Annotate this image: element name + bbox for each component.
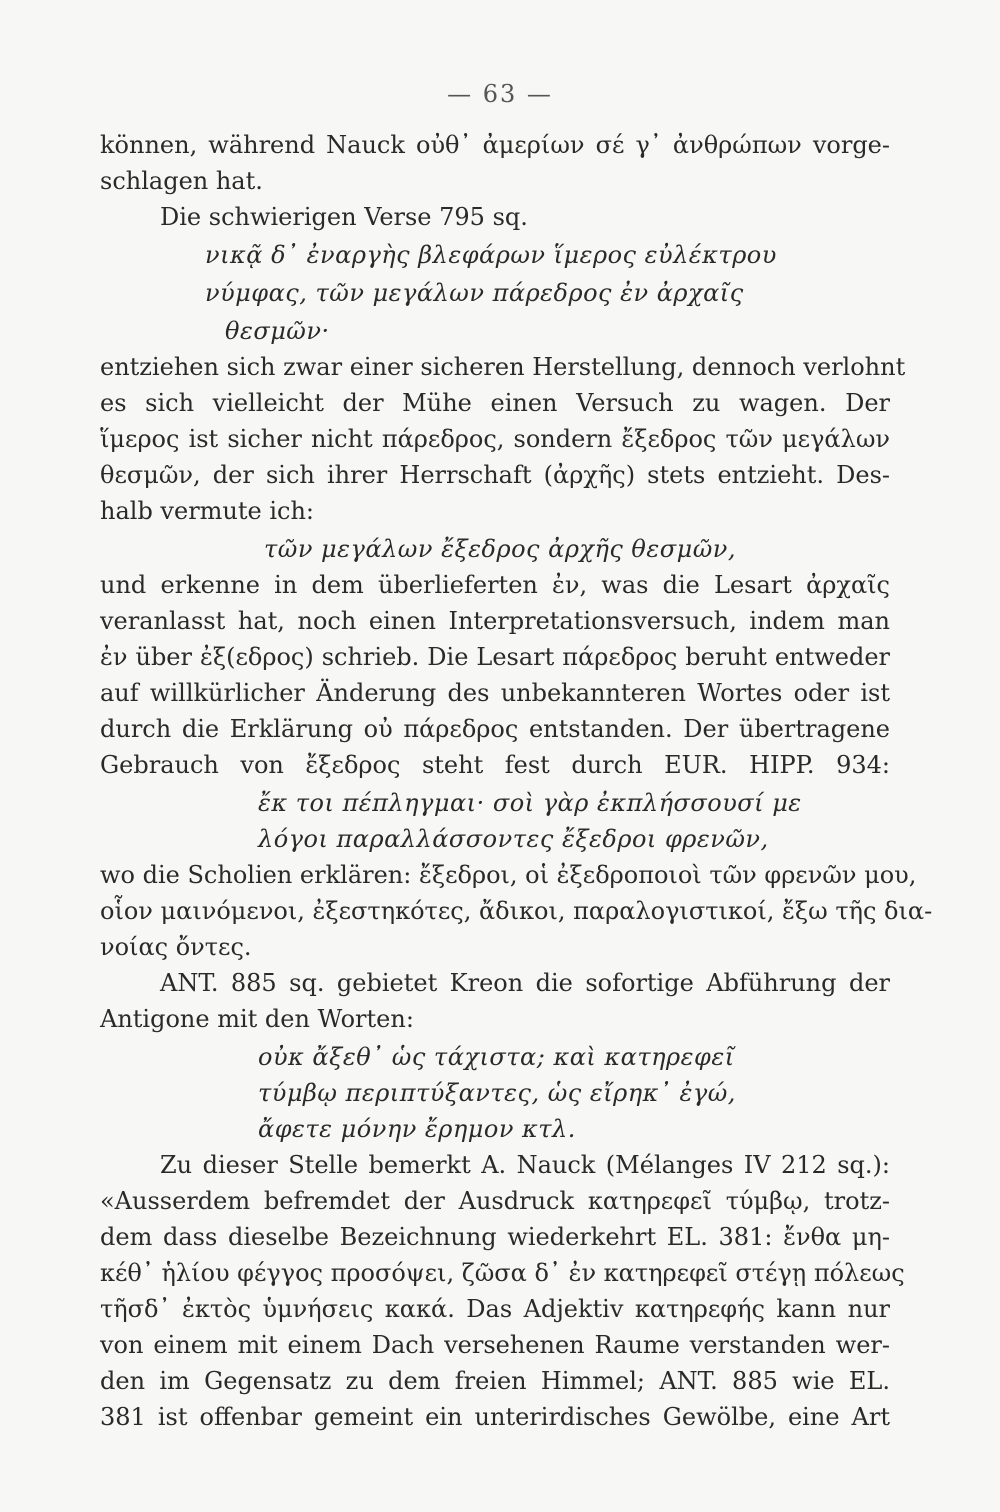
text-line: οἷον μαινόμενοι, ἐξεστηκότες, ἄδικοι, παραλογιστικοί, ἔξω τῆς δια- xyxy=(100,897,933,925)
text-line: auf willkürlicher Änderung des unbekannteren Wortes oder ist xyxy=(100,679,890,707)
text-line: ANT. 885 sq. gebietet Kreon die sofortige Abführung der xyxy=(160,969,890,997)
text-line: ἵμερος ist sicher nicht πάρεδρος, sondern ἔξεδρος τῶν μεγάλων xyxy=(100,425,890,453)
greek-verse: λόγοι παραλλάσσοντες ἔξεδροι φρενῶν, xyxy=(258,825,769,853)
text-line: κέθ᾽ ἡλίου φέγγος προσόψει, ζῶσα δ᾽ ἐν κατηρεφεῖ στέγῃ πόλεως xyxy=(100,1259,905,1287)
text-line: dem dass dieselbe Bezeichnung wiederkehrt EL. 381: ἔνθα μη- xyxy=(100,1223,890,1251)
text-line: entziehen sich zwar einer sicheren Herstellung, dennoch verlohnt xyxy=(100,353,906,381)
text-line: veranlasst hat, noch einen Interpretationsversuch, indem man xyxy=(100,607,890,635)
text-line: θεσμῶν, der sich ihrer Herrschaft (ἀρχῆς) stets entzieht. Des- xyxy=(100,461,890,489)
text-line: schlagen hat. xyxy=(100,167,263,195)
greek-verse: τύμβῳ περιπτύξαντες, ὡς εἴρηκ᾽ ἐγώ, xyxy=(258,1079,736,1107)
greek-verse: ἔκ τοι πέπληγμαι· σοὶ γὰρ ἐκπλήσσουσί με xyxy=(258,789,802,817)
text-line: νοίας ὄντες. xyxy=(100,933,252,961)
text-line: können, während Nauck οὐθ᾽ ἀμερίων σέ γ᾽ ἀνθρώπων vorge- xyxy=(100,131,890,159)
text-line: den im Gegensatz zu dem freien Himmel; ANT. 885 wie EL. xyxy=(100,1367,890,1395)
text-line: τῆσδ᾽ ἐκτὸς ὑμνήσεις κακά. Das Adjektiv κατηρεφής kann nur xyxy=(100,1295,890,1323)
text-line: von einem mit einem Dach versehenen Raume verstanden wer- xyxy=(100,1331,890,1359)
greek-verse: ἄφετε μόνην ἔρημον κτλ. xyxy=(258,1115,576,1143)
text-line: Gebrauch von ἔξεδρος steht fest durch EUR. HIPP. 934: xyxy=(100,751,890,779)
greek-verse: νικᾷ δ᾽ ἐναργὴς βλεφάρων ἵμερος εὐλέκτρου xyxy=(205,241,777,269)
text-line: Antigone mit den Worten: xyxy=(100,1005,414,1033)
text-line: Die schwierigen Verse 795 sq. xyxy=(160,203,528,231)
text-line: und erkenne in dem überlieferten ἐν, was die Lesart ἀρχαῖς xyxy=(100,571,890,599)
greek-verse: τῶν μεγάλων ἔξεδρος ἀρχῆς θεσμῶν, xyxy=(263,535,737,563)
greek-verse: θεσμῶν· xyxy=(225,317,330,345)
text-line: Zu dieser Stelle bemerkt A. Nauck (Mélanges IV 212 sq.): xyxy=(160,1151,890,1179)
greek-verse: οὐκ ἄξεθ᾽ ὡς τάχιστα; καὶ κατηρεφεῖ xyxy=(258,1043,735,1071)
text-line: 381 ist offenbar gemeint ein unterirdisches Gewölbe, eine Art xyxy=(100,1403,890,1431)
text-line: durch die Erklärung οὐ πάρεδρος entstanden. Der übertragene xyxy=(100,715,890,743)
text-line: «Ausserdem befremdet der Ausdruck κατηρεφεῖ τύμβῳ, trotz- xyxy=(100,1187,890,1215)
text-line: es sich vielleicht der Mühe einen Versuch zu wagen. Der xyxy=(100,389,890,417)
greek-verse: νύμφας, τῶν μεγάλων πάρεδρος ἐν ἀρχαῖς xyxy=(205,279,744,307)
page-number: — 63 — xyxy=(447,80,553,108)
text-line: wo die Scholien erklären: ἔξεδροι, οἱ ἐξεδροποιοὶ τῶν φρενῶν μου, xyxy=(100,861,917,889)
text-line: ἐν über ἐξ(εδρος) schrieb. Die Lesart πάρεδρος beruht entweder xyxy=(100,643,890,671)
text-line: halb vermute ich: xyxy=(100,497,315,525)
